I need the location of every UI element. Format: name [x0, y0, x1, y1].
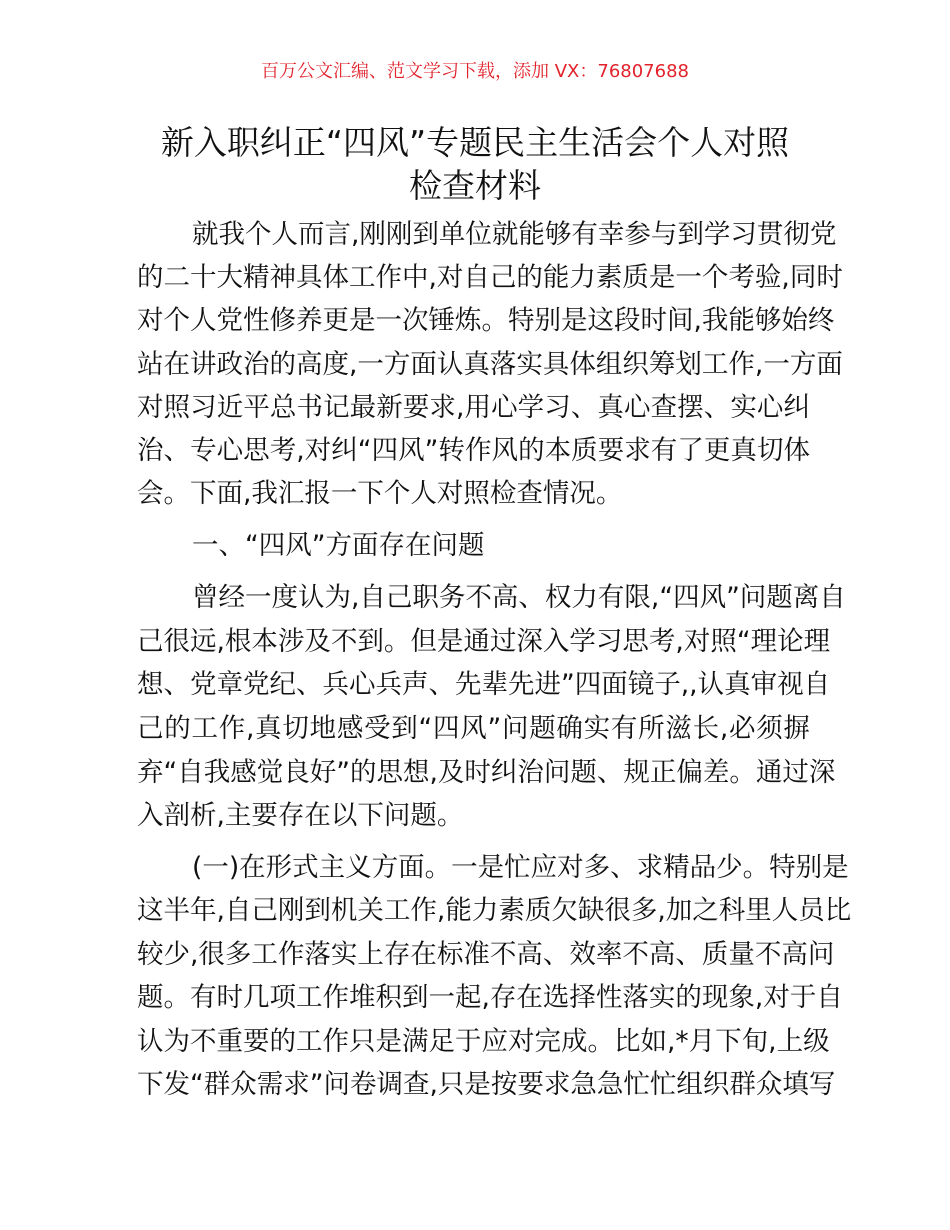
paragraph-line: 治、专心思考,对纠“四风”转作风的本质要求有了更真切体 [137, 435, 810, 466]
paragraph-line: 下发“群众需求”问卷调查,只是按要求急急忙忙组织群众填写 [137, 1069, 836, 1100]
paragraph-line: 题。有时几项工作堆积到一起,存在选择性落实的现象,对于自 [137, 982, 843, 1013]
paragraph-line: 对个人党性修养更是一次锤炼。特别是这段时间,我能够始终 [137, 305, 835, 336]
paragraph-line: 认为不重要的工作只是满足于应对完成。比如,*月下旬,上级 [137, 1026, 830, 1057]
paragraph-line: 的二十大精神具体工作中,对自己的能力素质是一个考验,同时 [137, 262, 843, 293]
paragraph-line: 想、党章党纪、兵心兵声、先辈先进”四面镜子,,认真审视自 [137, 669, 831, 700]
header-banner: 百万公文汇编、范文学习下载，添加 VX：76807688 [261, 61, 689, 82]
document-title-line-1: 新入职纠正“四风”专题民主生活会个人对照 [160, 123, 790, 162]
paragraph-line: 较少,很多工作落实上存在标准不高、效率不高、质量不高问 [137, 939, 835, 970]
paragraph-line: 弃“自我感觉良好”的思想,及时纠治问题、规正偏差。通过深 [137, 757, 836, 788]
paragraph-line: 会。下面,我汇报一下个人对照检查情况。 [137, 478, 623, 509]
paragraph-line: 己很远,根本涉及不到。但是通过深入学习思考,对照“理论理 [137, 626, 831, 657]
paragraph-line: 入剖析,主要存在以下问题。 [137, 800, 464, 831]
paragraph-line: 曾经一度认为,自己职务不高、权力有限,“四风”问题离自 [192, 582, 846, 613]
paragraph-line: 己的工作,真切地感受到“四风”问题确实有所滋长,必须摒 [137, 713, 810, 744]
paragraph-line: 站在讲政治的高度,一方面认真落实具体组织筹划工作,一方面 [137, 349, 843, 380]
document-title-line-2: 检查材料 [409, 166, 541, 205]
paragraph-line: 就我个人而言,刚刚到单位就能够有幸参与到学习贯彻党 [192, 219, 837, 250]
section-heading: 一、“四风”方面存在问题 [192, 530, 485, 561]
paragraph-line: (一)在形式主义方面。一是忙应对多、求精品少。特别是 [192, 852, 849, 883]
paragraph-line: 这半年,自己刚到机关工作,能力素质欠缺很多,加之科里人员比 [137, 895, 852, 926]
paragraph-line: 对照习近平总书记最新要求,用心学习、真心查摆、实心纠 [137, 392, 810, 423]
